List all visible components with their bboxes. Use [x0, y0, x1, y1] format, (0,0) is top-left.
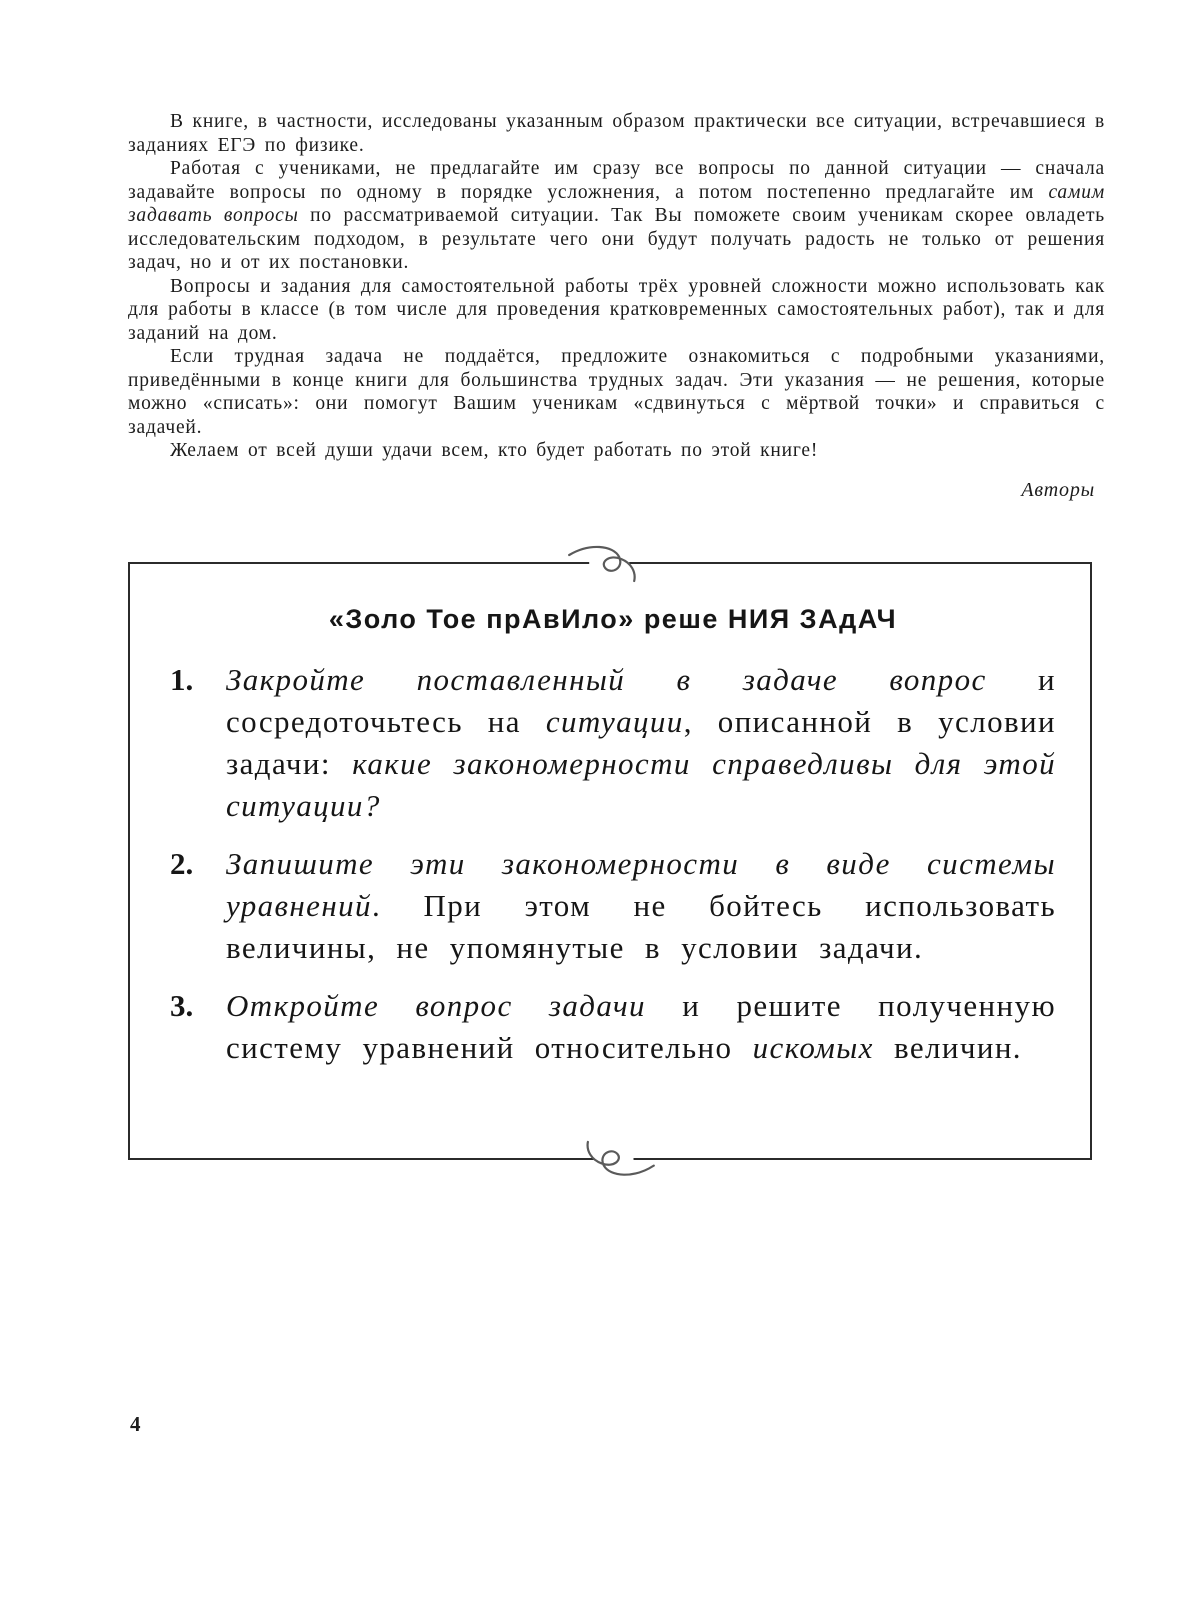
text-run: Работая с учениками, не предлагайте им сразу все вопросы по данной ситуации — сначала задавайте вопросы по одному в порядке усложнения, а потом постепенно предлагайте им	[128, 158, 1105, 203]
text-run: Желаем от всей души удачи всем, кто будет работать по этой книге!	[170, 440, 819, 461]
text-run: Если трудная задача не поддаётся, предложите ознакомиться с подробными указаниями, приведёнными в конце книги для большинства трудных задач. Эти указания — не решения, которые можно «списать»: они помогут Вашим ученикам «сдвинуться с мёртвой точки» и справиться с задачей.	[128, 346, 1105, 438]
paragraph	[128, 439, 1105, 463]
intro-paragraphs	[128, 110, 1105, 463]
rule-item-text	[226, 988, 1056, 1065]
text-run: и сосредоточьтесь на	[226, 662, 1056, 739]
italic-text-run: искомых	[752, 1030, 874, 1065]
text-run: В книге, в частности, исследованы указанным образом практически все ситуации, встречавшиеся в заданиях ЕГЭ по физике.	[128, 111, 1105, 156]
italic-text-run: ситуации	[545, 704, 684, 739]
golden-rule-box	[128, 562, 1092, 1160]
authors-signature: Авторы	[1021, 478, 1095, 501]
rule-item	[170, 843, 1056, 969]
rule-item-number: 2.	[170, 846, 194, 881]
paragraph	[128, 157, 1105, 275]
page-number: 4	[130, 1412, 141, 1436]
text-run: , описанной в условии задачи:	[226, 704, 1056, 781]
paragraph	[128, 275, 1105, 346]
paragraph	[128, 110, 1105, 157]
text-run: по рассматриваемой ситуации. Так Вы поможете своим ученикам скорее овладеть исследовательским подходом, в результате чего они будут получать радость не только от решения задач, но и от их постановки.	[128, 205, 1105, 273]
rule-box-title: «Золо Тое прАвИло» реше НИЯ ЗАдАЧ	[328, 604, 898, 634]
italic-text-run: Закройте поставленный в задаче вопрос	[226, 662, 987, 697]
italic-text-run: Откройте вопрос задачи	[226, 988, 646, 1023]
text-run: и решите полученную систему уравнений относительно	[226, 988, 1056, 1065]
rule-item-text	[226, 662, 1056, 823]
rule-item-text	[226, 846, 1056, 965]
text-run: величин.	[873, 1030, 1022, 1065]
paragraph	[128, 345, 1105, 439]
rule-item-number: 1.	[170, 662, 194, 697]
top-squiggle-decoration	[563, 541, 653, 585]
italic-text-run: какие закономерности справедливы для этой ситуации?	[226, 746, 1056, 823]
bottom-squiggle-decoration	[569, 1135, 660, 1182]
intro-section	[128, 110, 1105, 502]
rule-item-number: 3.	[170, 988, 194, 1023]
rule-item	[170, 659, 1056, 827]
rule-item	[170, 985, 1056, 1069]
text-run: Вопросы и задания для самостоятельной работы трёх уровней сложности можно использовать как для работы в классе (в том числе для проведения кратковременных самостоятельных работ), так и для заданий на дом.	[128, 275, 1105, 344]
italic-text-run: самим задавать вопросы	[128, 181, 1105, 226]
text-run: . При этом не бойтесь использовать величины, не упомянутые в условии задачи.	[226, 888, 1056, 965]
rule-items	[170, 659, 1056, 1069]
italic-text-run: Запишите эти закономерности в виде системы уравнений	[226, 846, 1056, 923]
